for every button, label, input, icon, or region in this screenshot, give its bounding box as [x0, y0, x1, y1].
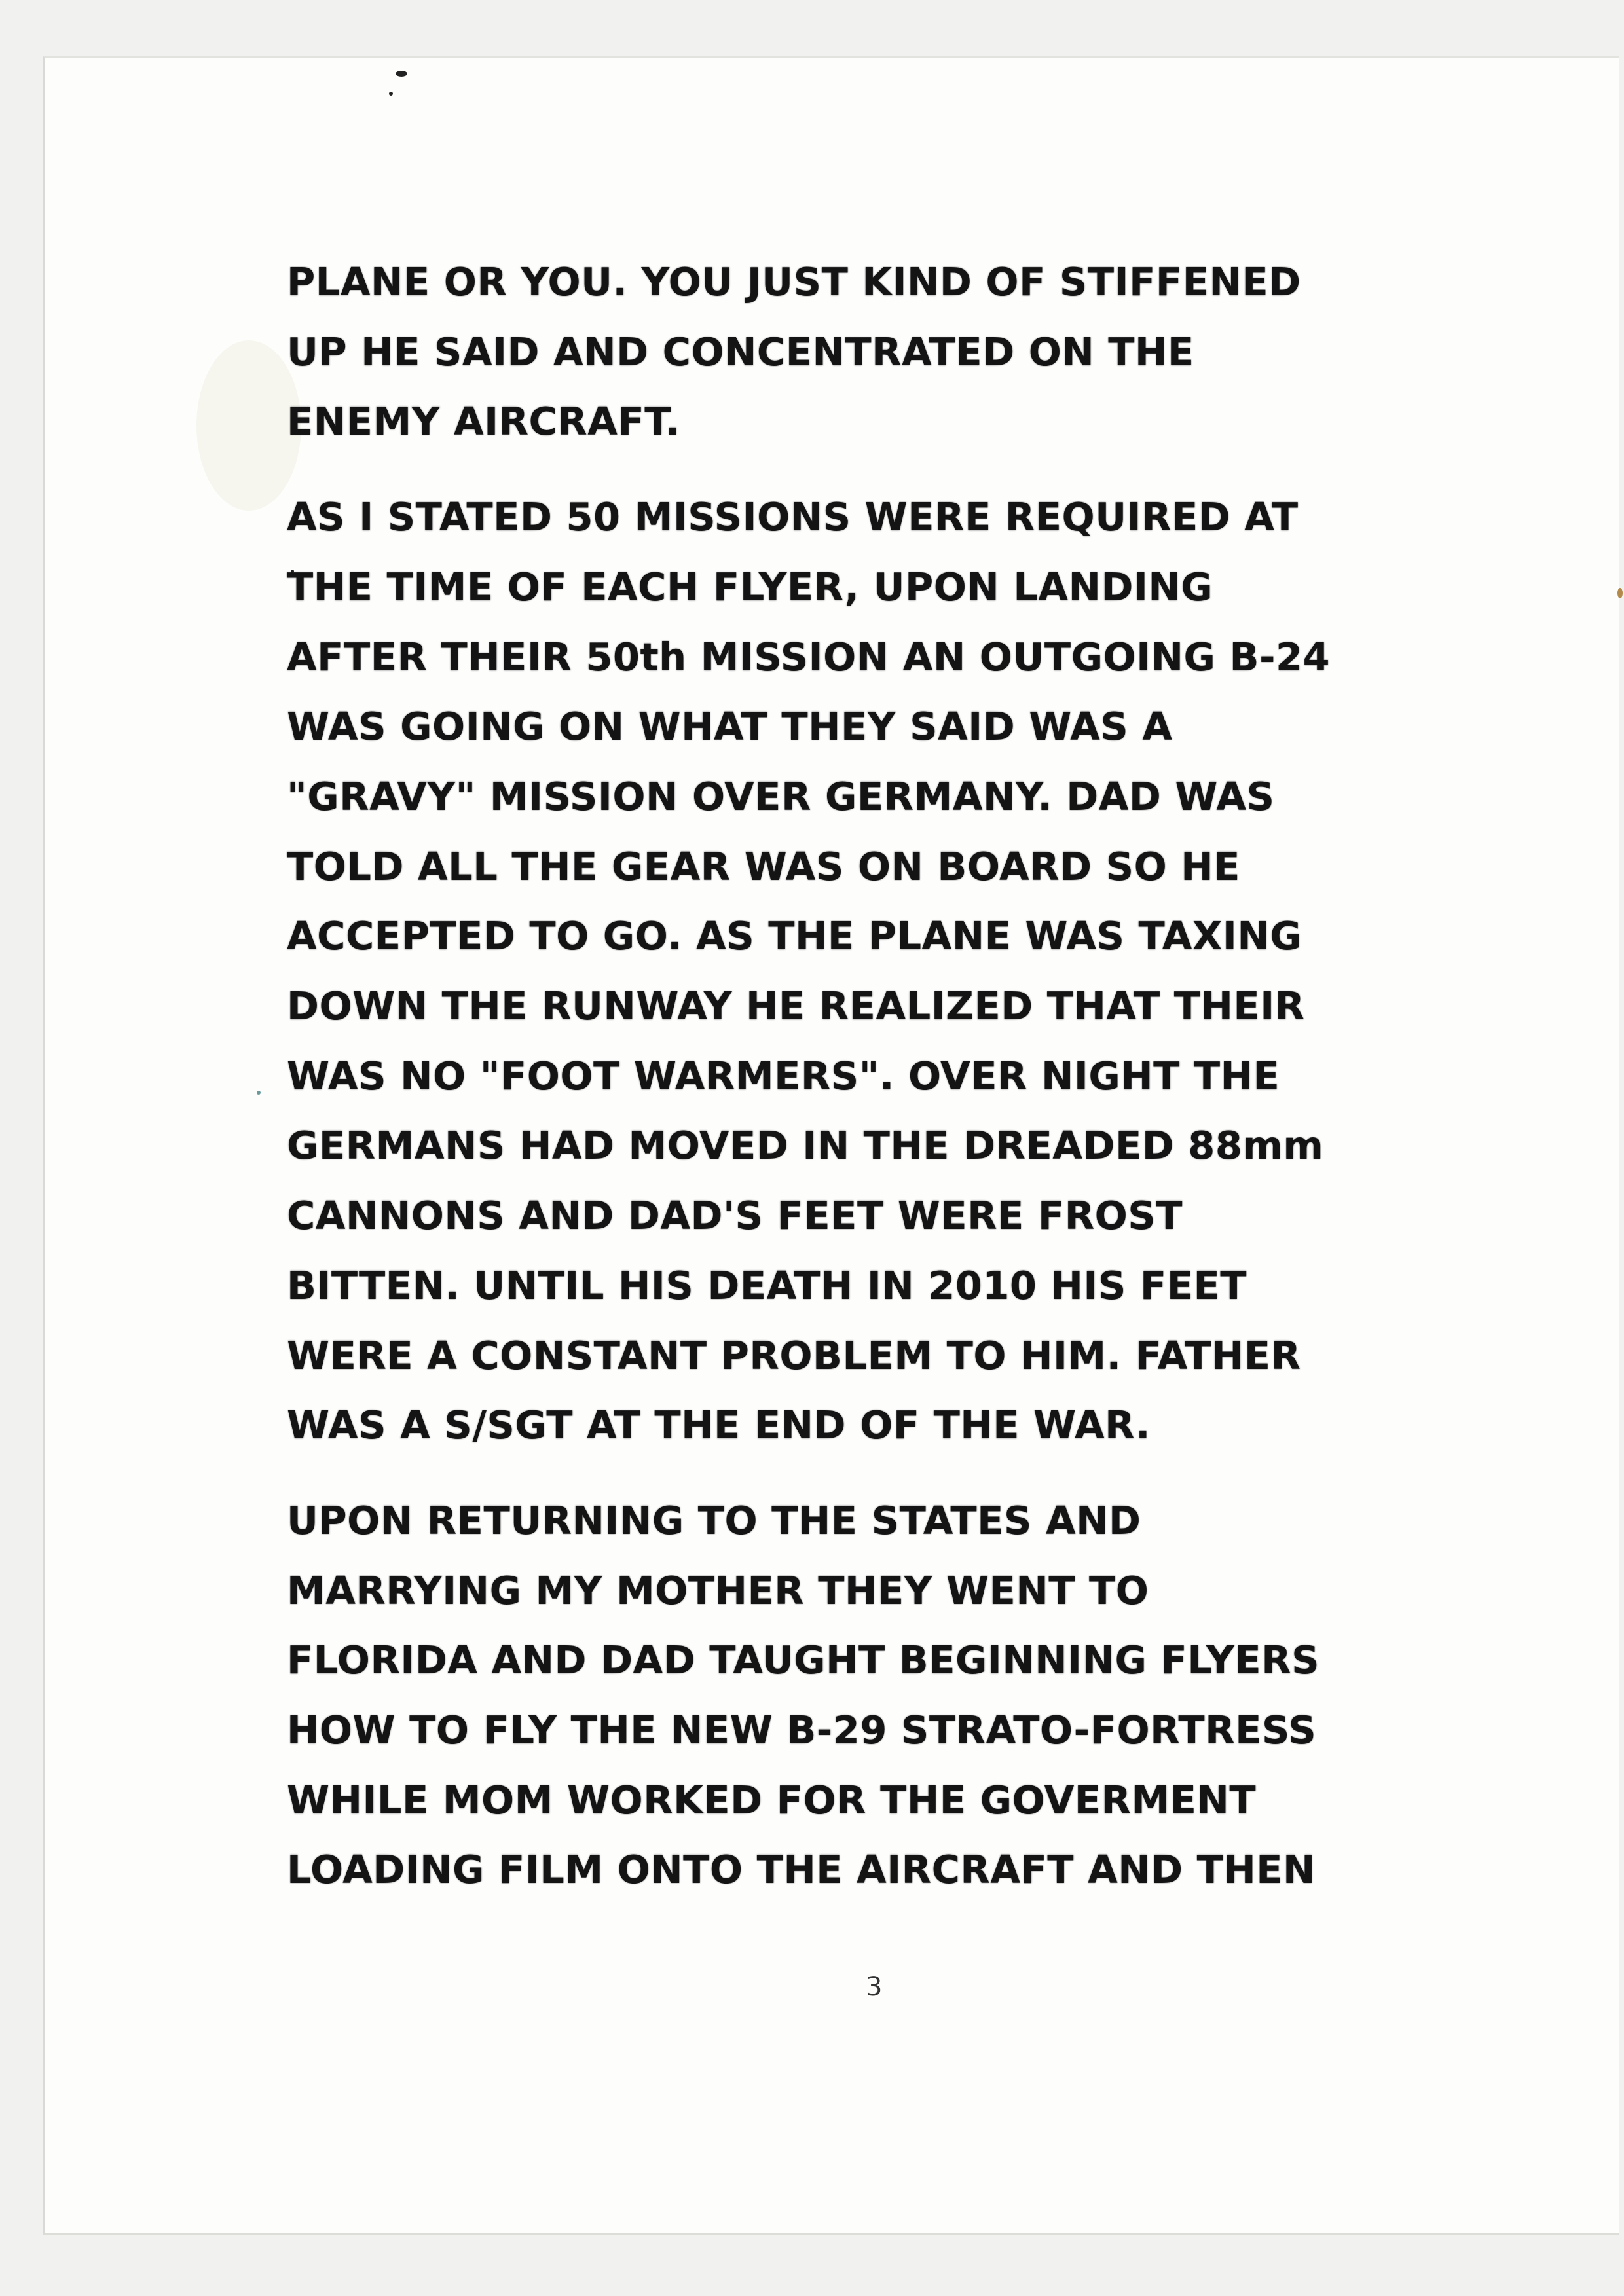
body-text [287, 247, 1531, 1905]
text-line: THE TIME OF EACH FLYER, UPON LANDING [287, 564, 1213, 610]
dust-speck [1617, 588, 1623, 598]
text-line: WERE A CONSTANT PROBLEM TO HIM. FATHER [287, 1332, 1301, 1378]
text-line: WAS GOING ON WHAT THEY SAID WAS A [287, 704, 1173, 750]
dust-speck [396, 71, 407, 77]
text-line: BITTEN. UNTIL HIS DEATH IN 2010 HIS FEET [287, 1262, 1247, 1308]
paragraph-3 [287, 1486, 1531, 1905]
text-line: FLORIDA AND DAD TAUGHT BEGINNING FLYERS [287, 1637, 1320, 1683]
text-line: AS I STATED 50 MISSIONS WERE REQUIRED AT [287, 494, 1299, 540]
text-line: UPON RETURNING TO THE STATES AND [287, 1497, 1141, 1543]
text-line: LOADING FILM ONTO THE AIRCRAFT AND THEN [287, 1847, 1316, 1893]
dust-speck [389, 92, 393, 96]
dust-speck [257, 1091, 261, 1095]
text-line: AFTER THEIR 50th MISSION AN OUTGOING B-24 [287, 634, 1331, 680]
text-line: HOW TO FLY THE NEW B-29 STRATO-FORTRESS [287, 1707, 1317, 1753]
text-line: UP HE SAID AND CONCENTRATED ON THE [287, 329, 1194, 374]
text-line: WAS A S/SGT AT THE END OF THE WAR. [287, 1402, 1151, 1448]
text-line: CANNONS AND DAD'S FEET WERE FROST [287, 1193, 1183, 1239]
text-line: DOWN THE RUNWAY HE REALIZED THAT THEIR [287, 983, 1305, 1029]
text-line: MARRYING MY MOTHER THEY WENT TO [287, 1567, 1149, 1613]
text-line: TOLD ALL THE GEAR WAS ON BOARD SO HE [287, 843, 1240, 889]
paper-stain [196, 340, 301, 511]
text-line: GERMANS HAD MOVED IN THE DREADED 88mm [287, 1123, 1324, 1169]
text-line: WHILE MOM WORKED FOR THE GOVERMENT [287, 1777, 1257, 1823]
text-line: PLANE OR YOU. YOU JUST KIND OF STIFFENED [287, 259, 1301, 304]
paragraph-1 [287, 247, 1531, 457]
text-line: "GRAVY" MISSION OVER GERMANY. DAD WAS [287, 773, 1275, 819]
text-line: WAS NO "FOOT WARMERS". OVER NIGHT THE [287, 1053, 1280, 1099]
page-number: 3 [866, 1972, 883, 2002]
paragraph-2 [287, 483, 1531, 1461]
text-line: ACCEPTED TO GO. AS THE PLANE WAS TAXING [287, 913, 1302, 959]
text-line: ENEMY AIRCRAFT. [287, 399, 680, 445]
